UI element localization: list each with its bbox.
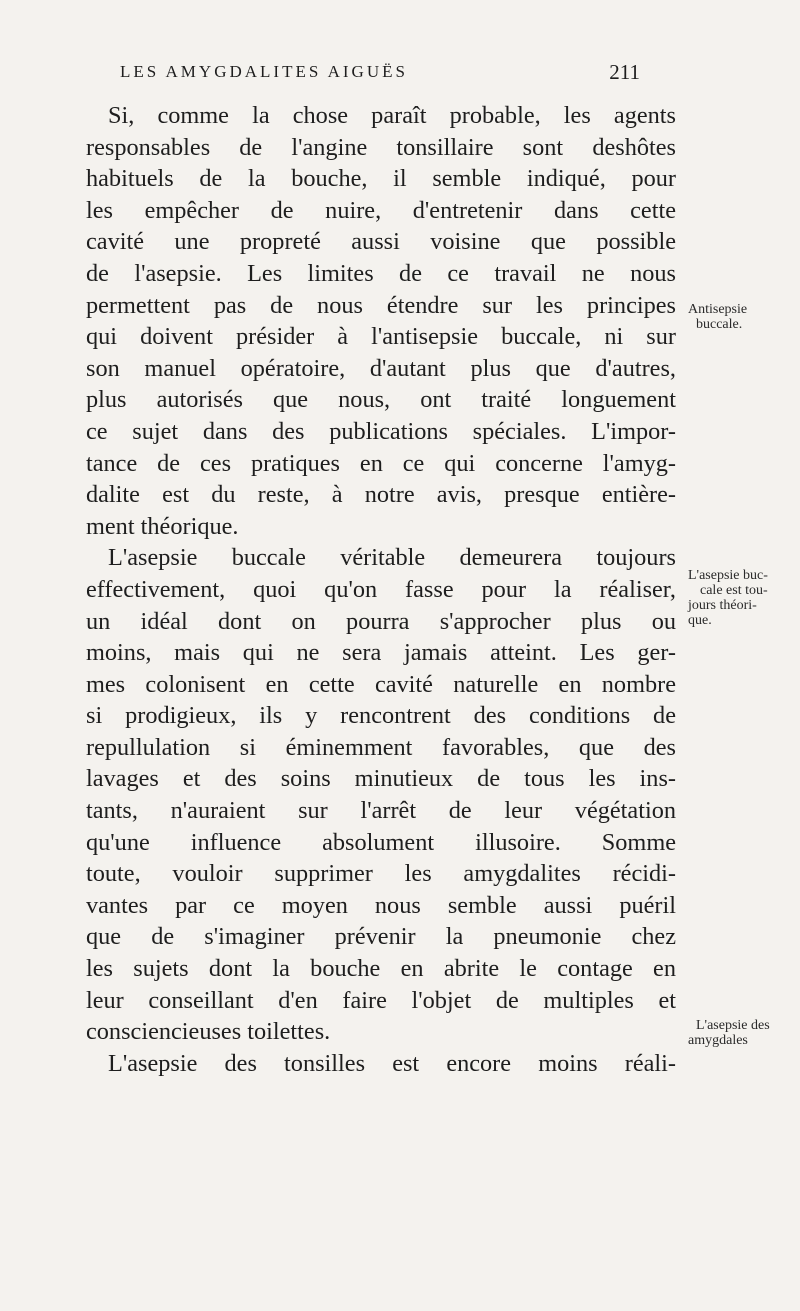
text-line: habituels de la bouche, il semble indiqué, pour bbox=[86, 165, 676, 193]
text-line: ment théorique. bbox=[86, 512, 239, 540]
text-line: leur conseillant d'en faire l'objet de multiples et bbox=[86, 986, 676, 1014]
page-number: 211 bbox=[609, 60, 640, 84]
margin-note-line: L'asepsie des bbox=[696, 1018, 770, 1033]
text-line: plus autorisés que nous, ont traité longuement bbox=[86, 386, 676, 414]
text-line: L'asepsie buccale véritable demeurera toujours bbox=[108, 544, 676, 572]
margin-note-line: amygdales bbox=[688, 1033, 748, 1048]
text-line: consciencieuses toilettes. bbox=[86, 1018, 331, 1046]
margin-note-line: buccale. bbox=[696, 317, 743, 332]
margin-note-asepsie-amygdales bbox=[688, 1018, 800, 1048]
text-line: effectivement, quoi qu'on fasse pour la réaliser, bbox=[86, 575, 676, 603]
text-line: les sujets dont la bouche en abrite le contage en bbox=[86, 955, 676, 983]
text-line: tants, n'auraient sur l'arrêt de leur végétation bbox=[86, 797, 676, 825]
text-line: Si, comme la chose paraît probable, les agents bbox=[108, 102, 676, 129]
text-line: lavages et des soins minutieux de tous les ins- bbox=[86, 765, 676, 793]
text-line: toute, vouloir supprimer les amygdalites récidi- bbox=[86, 860, 676, 888]
running-title: LES AMYGDALITES AIGUËS bbox=[120, 62, 408, 81]
margin-note-line: Antisepsie bbox=[688, 302, 748, 317]
text-line: vantes par ce moyen nous semble aussi puéril bbox=[86, 891, 676, 919]
text-line: dalite est du reste, à notre avis, presque entière- bbox=[86, 481, 676, 509]
text-line: un idéal dont on pourra s'approcher plus ou bbox=[86, 607, 676, 635]
text-line: permettent pas de nous étendre sur les principes bbox=[86, 291, 676, 319]
text-line: responsables de l'angine tonsillaire sont deshôtes bbox=[86, 133, 676, 161]
margin-note-asepsie-buccale bbox=[688, 568, 800, 628]
text-line: mes colonisent en cette cavité naturelle en nombre bbox=[86, 670, 676, 698]
text-line: tance de ces pratiques en ce qui concerne l'amyg- bbox=[86, 449, 676, 477]
text-line: cavité une propreté aussi voisine que possible bbox=[86, 228, 676, 256]
text-line: L'asepsie des tonsilles est encore moins réali- bbox=[108, 1049, 676, 1077]
text-line: ce sujet dans des publications spéciales. L'impor- bbox=[86, 417, 676, 445]
margin-note-line: L'asepsie buc- bbox=[688, 568, 768, 583]
text-line: de l'asepsie. Les limites de ce travail ne nous bbox=[86, 259, 676, 287]
margin-note-antisepsie bbox=[688, 302, 800, 332]
text-line: que de s'imaginer prévenir la pneumonie chez bbox=[86, 923, 676, 951]
margin-note-line: cale est tou- bbox=[700, 583, 768, 598]
text-line: son manuel opératoire, d'autant plus que d'autres, bbox=[86, 354, 676, 382]
text-line: les empêcher de nuire, d'entretenir dans cette bbox=[86, 196, 676, 224]
text-line: moins, mais qui ne sera jamais atteint. Les ger- bbox=[86, 639, 676, 667]
body-text bbox=[86, 100, 676, 1079]
text-line: repullulation si éminemment favorables, que des bbox=[86, 733, 676, 761]
text-line: si prodigieux, ils y rencontrent des conditions de bbox=[86, 702, 676, 730]
margin-note-line: jours théori- bbox=[688, 598, 757, 613]
text-line: qui doivent présider à l'antisepsie buccale, ni sur bbox=[86, 323, 676, 351]
margin-note-line: que. bbox=[688, 613, 712, 628]
text-line: qu'une influence absolument illusoire. Somme bbox=[86, 828, 676, 856]
